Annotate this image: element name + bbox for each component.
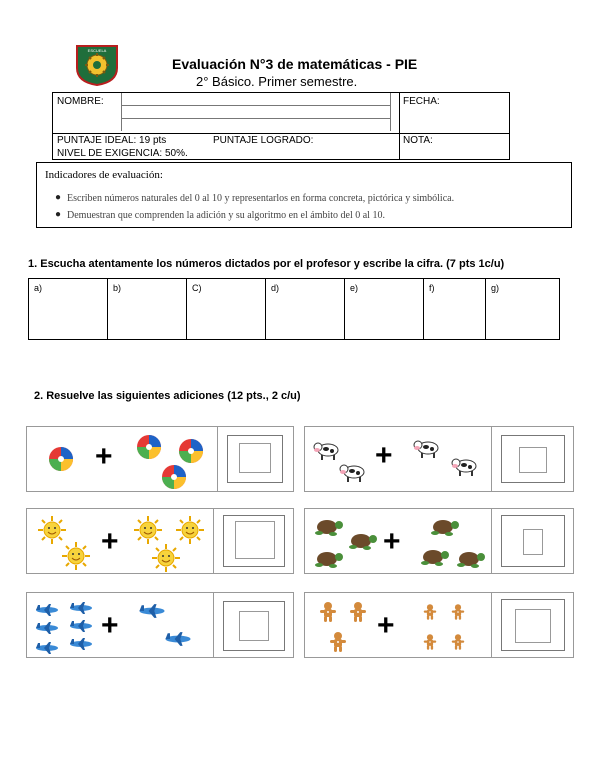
cell-label: C): [192, 283, 202, 293]
beach-ball-icon: [177, 437, 205, 465]
page-title: Evaluación N°3 de matemáticas - PIE: [172, 56, 418, 72]
cell-label: b): [113, 283, 122, 293]
turtle-icon: [429, 517, 459, 537]
gingerbread-icon: [349, 601, 367, 623]
plus-icon: +: [383, 525, 401, 558]
answer-inner-box[interactable]: [523, 529, 543, 555]
turtle-icon: [313, 549, 343, 569]
gingerbread-icon: [451, 633, 465, 651]
gingerbread-icon: [423, 603, 437, 621]
airplane-icon: [35, 603, 59, 617]
name-label: NOMBRE:: [57, 96, 104, 107]
achieved-score: PUNTAJE LOGRADO:: [213, 135, 314, 146]
plus-icon: +: [377, 609, 395, 642]
addition-panel-turtles: [304, 508, 574, 574]
question-1-title: 1. Escucha atentamente los números dictados por el profesor y escribe la cifra. (7 pts 1c/u): [28, 258, 505, 270]
sun-icon: [175, 515, 205, 545]
plus-icon: +: [101, 609, 119, 642]
dictation-cell[interactable]: [345, 279, 424, 339]
name-field[interactable]: [121, 93, 391, 131]
indicator-item: Demuestran que comprenden la adición y su algoritmo en el ámbito del 0 al 10.: [67, 210, 385, 221]
exigency-level: NIVEL DE EXIGENCIA: 50%.: [57, 148, 188, 159]
turtle-icon: [419, 547, 449, 567]
gingerbread-icon: [319, 601, 337, 623]
dictation-cell[interactable]: [29, 279, 108, 339]
cell-label: g): [491, 283, 500, 293]
school-logo: [74, 44, 120, 86]
dictation-cell[interactable]: [266, 279, 345, 339]
plus-icon: +: [95, 440, 113, 473]
cell-label: e): [350, 283, 359, 293]
addition-panel-suns: [26, 508, 294, 574]
airplane-icon: [69, 619, 93, 633]
addition-panel-airplanes: [26, 592, 294, 658]
airplane-icon: [69, 601, 93, 615]
page-subtitle: 2° Básico. Primer semestre.: [196, 74, 358, 89]
airplane-icon: [69, 637, 93, 651]
cow-icon: [313, 439, 339, 461]
turtle-icon: [347, 531, 377, 551]
question-2-title: 2. Resuelve las siguientes adiciones (12 pts., 2 c/u): [34, 390, 301, 402]
plus-icon: +: [375, 439, 393, 472]
dictation-cell[interactable]: [108, 279, 187, 339]
sun-icon: [133, 515, 163, 545]
airplane-icon: [163, 631, 193, 647]
airplane-icon: [35, 641, 59, 655]
gingerbread-icon: [451, 603, 465, 621]
student-info-table: [52, 92, 510, 160]
answer-inner-box[interactable]: [239, 443, 271, 473]
turtle-icon: [455, 549, 485, 569]
dictation-cell[interactable]: [187, 279, 266, 339]
answer-inner-box[interactable]: [235, 521, 275, 559]
addition-panel-gingerbread: [304, 592, 574, 658]
date-label: FECHA:: [403, 96, 440, 107]
beach-ball-icon: [160, 463, 188, 491]
answer-inner-box[interactable]: [519, 447, 547, 473]
cow-icon: [451, 455, 477, 477]
indicator-item: Escriben números naturales del 0 al 10 y representarlos en forma concreta, pictórica y simbólica.: [67, 193, 455, 204]
answer-inner-box[interactable]: [515, 609, 551, 643]
sun-icon: [151, 543, 181, 573]
answer-inner-box[interactable]: [239, 611, 269, 641]
airplane-icon: [35, 621, 59, 635]
turtle-icon: [313, 517, 343, 537]
addition-panel-beach-balls: [26, 426, 294, 492]
dictation-table: [28, 278, 560, 340]
bullet-icon: ●: [55, 192, 62, 203]
dictation-cell[interactable]: [486, 279, 559, 339]
logo-text: ESCUELA: [87, 48, 107, 53]
indicators-heading: Indicadores de evaluación:: [45, 169, 163, 181]
gingerbread-icon: [329, 631, 347, 653]
plus-icon: +: [101, 525, 119, 558]
beach-ball-icon: [135, 433, 163, 461]
cell-label: a): [34, 283, 43, 293]
cow-icon: [339, 461, 365, 483]
airplane-icon: [137, 603, 167, 619]
addition-panel-cows: [304, 426, 574, 492]
cell-label: f): [429, 283, 435, 293]
cow-icon: [413, 437, 439, 459]
ideal-score: PUNTAJE IDEAL: 19 pts: [57, 135, 167, 146]
bullet-icon: ●: [55, 209, 62, 220]
grade-label: NOTA:: [403, 135, 433, 146]
evaluation-indicators: [36, 162, 572, 228]
sun-icon: [61, 541, 91, 571]
gingerbread-icon: [423, 633, 437, 651]
dictation-cell[interactable]: [424, 279, 486, 339]
cell-label: d): [271, 283, 280, 293]
beach-ball-icon: [47, 445, 75, 473]
